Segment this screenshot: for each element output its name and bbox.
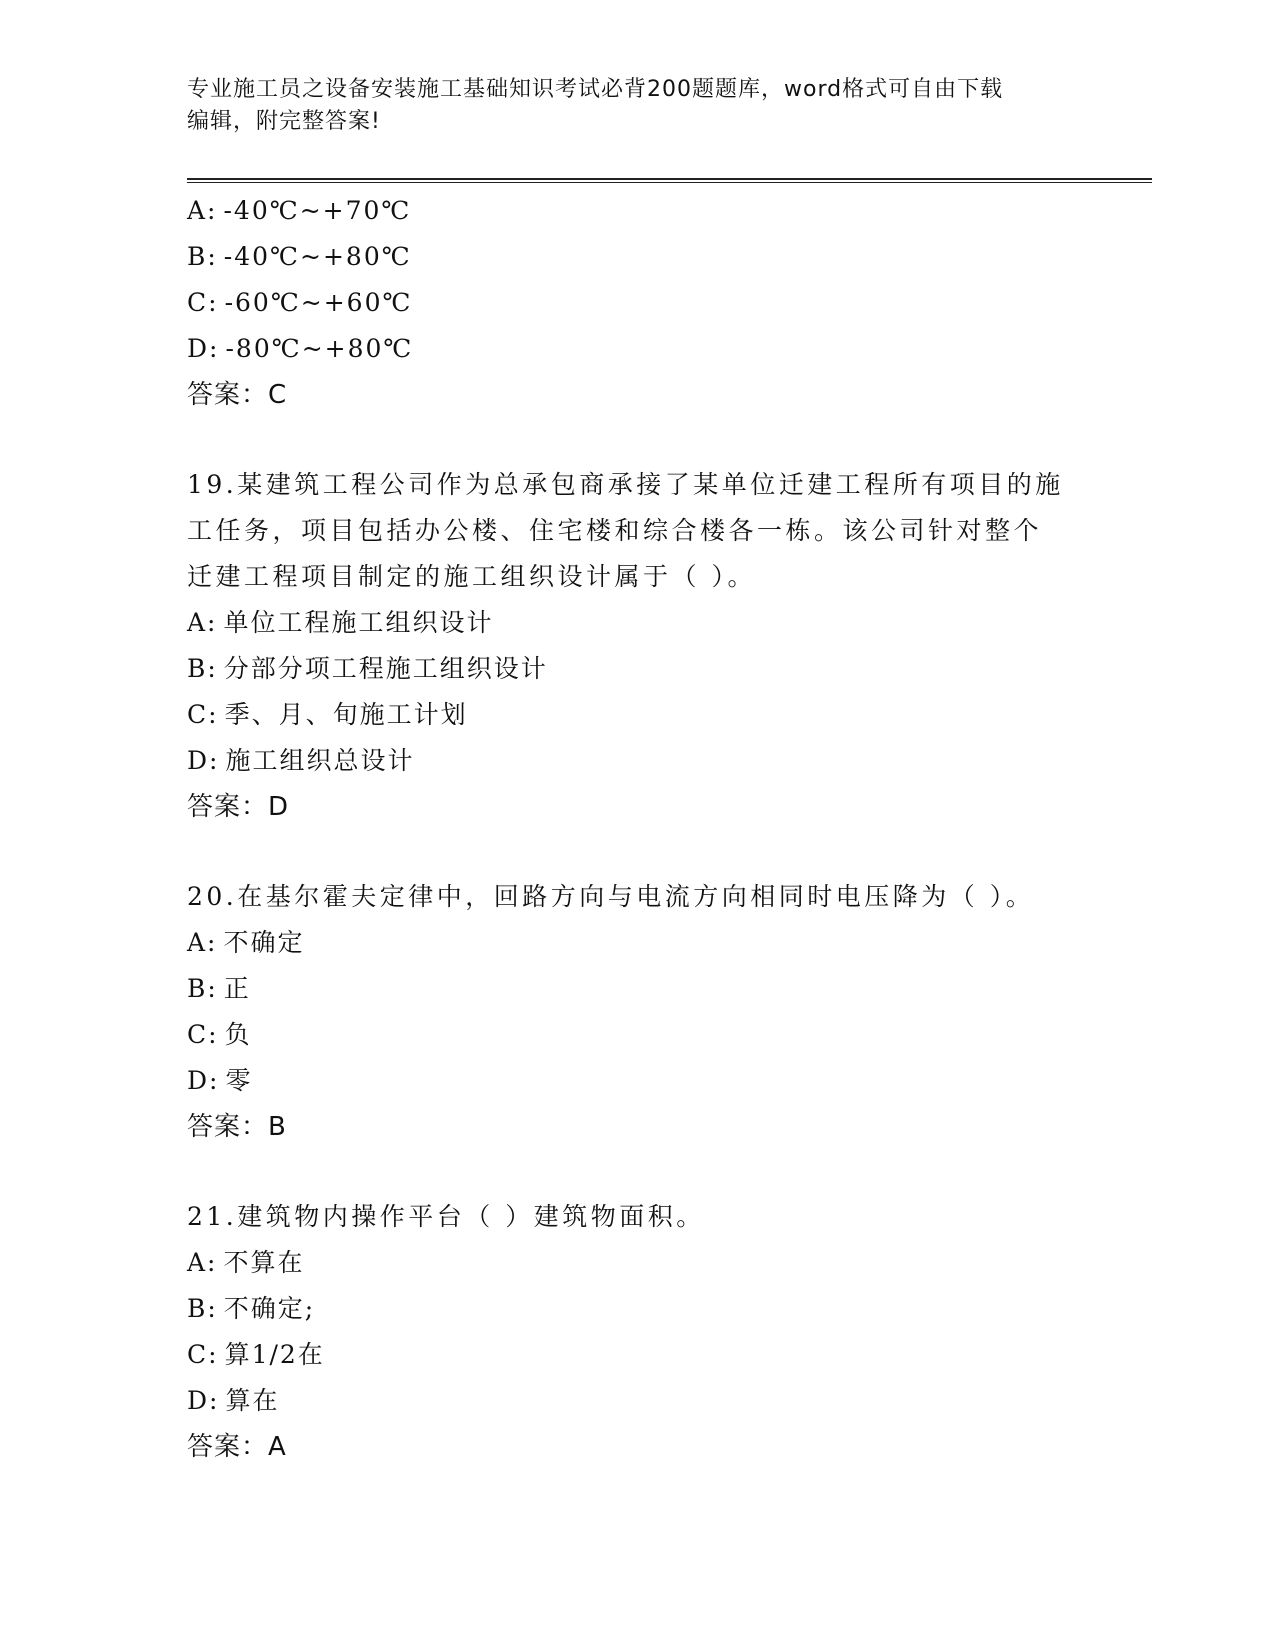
header-title-line-2: 编辑，附完整答案! [187,109,381,134]
option-label: B: [187,654,218,683]
option-c [187,280,1087,326]
question-list [187,188,1087,1470]
option-text: -80℃~+80℃ [225,334,414,363]
question-stem [187,874,1087,920]
option-d [187,1058,1087,1104]
stem-line: 20.在基尔霍夫定律中，回路方向与电流方向相同时电压降为（ ）。 [187,882,1035,911]
option-text: 单位工程施工组织设计 [223,608,494,637]
option-c [187,692,1087,738]
option-text: -40℃~+70℃ [223,196,412,225]
option-text: 不确定; [223,1294,316,1323]
stem-line: 工任务，项目包括办公楼、住宅楼和综合楼各一栋。该公司针对整个 [187,516,1043,545]
option-d [187,1378,1087,1424]
option-text: 算1/2在 [224,1340,325,1369]
question-21 [187,1194,1087,1470]
option-c [187,1332,1087,1378]
question-20 [187,874,1087,1150]
option-text: 零 [225,1066,253,1095]
answer-line: 答案：A [187,1432,287,1462]
option-label: D: [187,1386,220,1415]
option-c [187,1012,1087,1058]
option-text: 正 [223,974,251,1003]
option-a [187,600,1087,646]
option-text: 算在 [225,1386,280,1415]
option-text: 施工组织总设计 [225,746,415,775]
question-spacer [187,1150,1087,1194]
option-label: C: [187,1020,219,1049]
header-divider [187,178,1152,183]
option-d [187,738,1087,784]
option-label: B: [187,1294,218,1323]
option-label: B: [187,974,218,1003]
option-text: 不算在 [223,1248,305,1277]
answer-line: 答案：D [187,792,290,822]
option-a [187,188,1087,234]
option-b [187,966,1087,1012]
option-a [187,1240,1087,1286]
option-text: 负 [224,1020,252,1049]
option-a [187,920,1087,966]
stem-line: 21.建筑物内操作平台（ ）建筑物面积。 [187,1202,705,1231]
option-label: A: [187,196,218,225]
option-text: 分部分项工程施工组织设计 [223,654,548,683]
question-stem [187,1194,1087,1240]
option-d [187,326,1087,372]
option-label: C: [187,1340,219,1369]
option-b [187,234,1087,280]
question-spacer [187,830,1087,874]
option-label: A: [187,1248,218,1277]
option-label: D: [187,334,220,363]
question-stem [187,462,1087,600]
option-text: 季、月、旬施工计划 [224,700,468,729]
option-label: B: [187,242,218,271]
answer-line: 答案：C [187,380,288,410]
question-spacer [187,418,1087,462]
option-label: A: [187,608,218,637]
header-title-line-1: 专业施工员之设备安装施工基础知识考试必背200题题库，word格式可自由下载 [187,77,1004,102]
option-label: A: [187,928,218,957]
option-text: -40℃~+80℃ [223,242,412,271]
option-text: -60℃~+60℃ [224,288,413,317]
option-b [187,646,1087,692]
stem-line: 19.某建筑工程公司作为总承包商承接了某单位迁建工程所有项目的施 [187,470,1064,499]
stem-line: 迁建工程项目制定的施工组织设计属于（ ）。 [187,562,756,591]
option-text: 不确定 [223,928,305,957]
option-label: D: [187,746,220,775]
option-label: C: [187,700,219,729]
question-18 [187,188,1087,418]
option-label: C: [187,288,219,317]
question-19 [187,462,1087,830]
option-label: D: [187,1066,220,1095]
page-header [187,74,1087,138]
answer-line: 答案：B [187,1112,287,1142]
option-b [187,1286,1087,1332]
